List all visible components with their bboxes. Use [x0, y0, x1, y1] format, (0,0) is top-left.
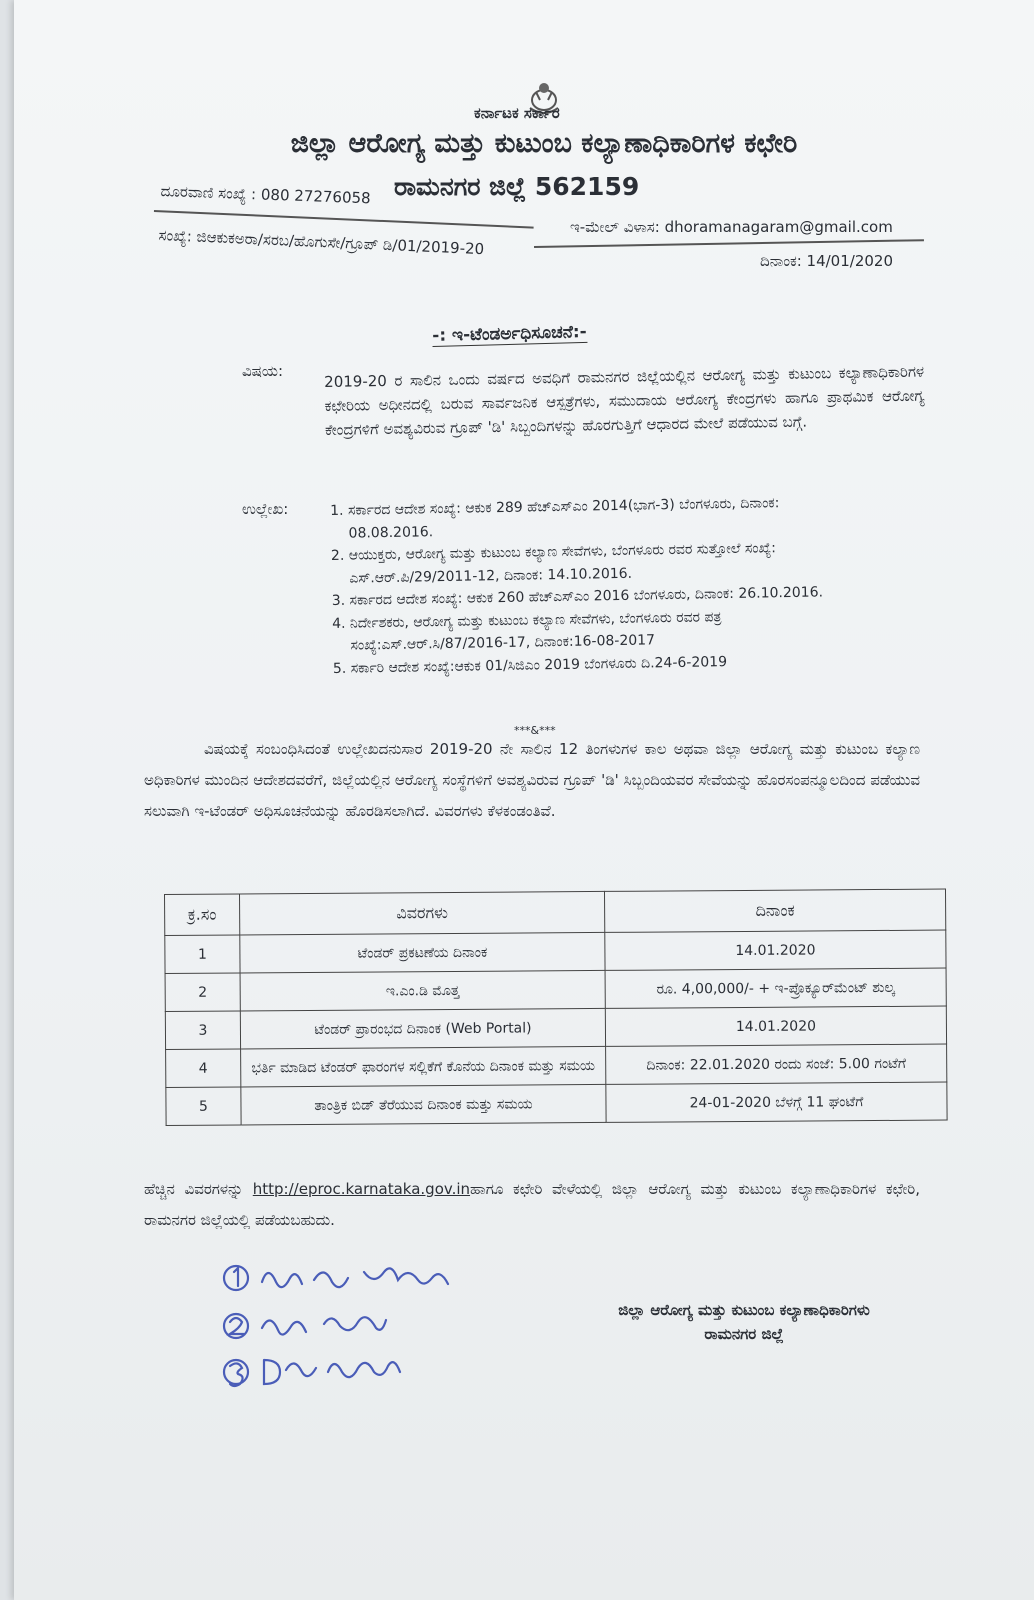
government-name: ಕರ್ನಾಟಕ ಸರ್ಕಾರ — [474, 104, 560, 122]
office-title: ಜಿಲ್ಲಾ ಆರೋಗ್ಯ ಮತ್ತು ಕುಟುಂಬ ಕಲ್ಯಾಣಾಧಿಕಾರಿಗಳ ಕಛೇರಿ — [290, 128, 798, 159]
row-serial: 4 — [166, 1049, 241, 1088]
table-header-row — [165, 889, 946, 935]
row-date: 24-01-2020 ಬೆಳಗ್ಗೆ 11 ಘಂಟೆಗೆ — [606, 1082, 947, 1122]
table-row — [166, 1044, 947, 1087]
column-header-serial: ಕ್ರ.ಸಂ — [165, 894, 240, 936]
handwriting-svg — [214, 1252, 514, 1402]
reference-item: 1. ಸರ್ಕಾರದ ಆದೇಶ ಸಂಖ್ಯೆ: ಆಕುಕ 289 ಹೆಚ್ಎಸ್ಎಂ 2014(ಭಾಗ-3) ಬೆಂಗಳೂರು, ದಿನಾಂಕ: 08.08.2016. — [330, 495, 780, 542]
eproc-link[interactable]: http://eproc.karnataka.gov.in — [252, 1180, 471, 1198]
reference-number: ಸಂಖ್ಯೆ: ಜಿಆಕುಕಅರಾ/ಸರಬ/ಹೊಗುಸೇ/ಗ್ರೂಪ್ ಡಿ/01/2019-20 — [158, 226, 485, 259]
row-detail: ಇ.ಎಂ.ಡಿ ಮೊತ್ತ — [240, 970, 605, 1011]
reference-item: 3. ಸರ್ಕಾರದ ಆದೇಶ ಸಂಖ್ಯೆ: ಆಕುಕ 260 ಹೆಚ್ಎಸ್ಎಂ 2016 ಬೆಂಗಳೂರು, ದಿನಾಂಕ: 26.10.2016. — [331, 584, 824, 609]
row-serial: 3 — [165, 1011, 240, 1050]
footer-prefix: ಹೆಚ್ಚಿನ ವಿವರಗಳನ್ನು — [144, 1180, 253, 1198]
email-address: ಇ-ಮೇಲ್ ವಿಳಾಸ: dhoramanagaram@gmail.com — [570, 218, 893, 236]
table-row — [165, 1006, 946, 1049]
document-date: ದಿನಾಂಕ: 14/01/2020 — [760, 252, 893, 270]
table-row — [165, 968, 946, 1011]
table-row — [165, 930, 946, 973]
notice-heading: -: ಇ-ಟೆಂಡರ್ಅಧಿಸೂಚನೆ:- — [432, 321, 587, 346]
tender-details-table — [164, 889, 948, 1126]
reference-item: 5. ಸರ್ಕಾರಿ ಆದೇಶ ಸಂಖ್ಯೆ:ಆಕುಕ 01/ಸಿಜಿಎಂ 2019 ಬೆಂಗಳೂರು ದಿ.24-6-2019 — [332, 653, 728, 677]
row-date: ರೂ. 4,00,000/- + ಇ-ಪ್ರೊಕ್ಯೂರ್‌ಮೆಂಟ್ ಶುಲ್ಕ — [605, 968, 946, 1008]
officer-signature-block — [574, 1298, 914, 1346]
row-serial: 5 — [166, 1087, 241, 1126]
column-header-date: ದಿನಾಂಕ — [604, 889, 945, 932]
row-date: ದಿನಾಂಕ: 22.01.2020 ರಂದು ಸಂಜೆ: 5.00 ಗಂಟೆಗೆ — [606, 1044, 947, 1084]
handwritten-newspaper-list — [214, 1252, 514, 1402]
row-serial: 1 — [165, 935, 240, 974]
notice-body: ವಿಷಯಕ್ಕೆ ಸಂಬಂಧಿಸಿದಂತೆ ಉಲ್ಲೇಖದನುಸಾರ 2019-20 ನೇ ಸಾಲಿನ 12 ತಿಂಗಳುಗಳ ಕಾಲ ಅಥವಾ ಜಿಲ್ಲಾ ಆರೋಗ್ಯ ಮತ್ತು ಕುಟುಂಬ ಕಲ್ಯಾಣ ಅಧಿಕಾರಿಗಳ ಮುಂದಿನ ಆದೇಶದವರೆಗೆ, ಜಿಲ್ಲೆಯಲ್ಲಿನ ಆರೋಗ್ಯ ಸಂಸ್ಥೆಗಳಿಗೆ ಅವಶ್ಯವಿರುವ ಗ್ರೂಪ್ 'ಡಿ' ಸಿಬ್ಬಂದಿಯವರ ಸೇವೆಯನ್ನು ಹೊರಸಂಪನ್ಮೂಲದಿಂದ ಪಡೆಯುವ ಸಲುವಾಗಿ ಇ-ಟೆಂಡರ್ ಅಧಿಸೂಚನೆಯನ್ನು ಹೊರಡಿಸಲಾಗಿದೆ. ವಿವರಗಳು ಕೆಳಕಂಡಂತಿವೆ. — [144, 740, 920, 820]
references-label: ಉಲ್ಲೇಖ: — [242, 500, 289, 518]
subject-text: 2019-20 ರ ಸಾಲಿನ ಒಂದು ವರ್ಷದ ಅವಧಿಗೆ ರಾಮನಗರ ಜಿಲ್ಲೆಯಲ್ಲಿನ ಆರೋಗ್ಯ ಮತ್ತು ಕುಟುಂಬ ಕಲ್ಯಾಣಾಧಿಕಾರಿಗಳ ಕಛೇರಿಯ ಅಧೀನದಲ್ಲಿ ಬರುವ ಸಾರ್ವಜನಿಕ ಆಸ್ಪತ್ರೆಗಳು, ಸಮುದಾಯ ಆರೋಗ್ಯ ಕೇಂದ್ರಗಳು ಹಾಗೂ ಪ್ರಾಥಮಿಕ ಆರೋಗ್ಯ ಕೇಂದ್ರಗಳಿಗೆ ಅವಶ್ಯವಿರುವ ಗ್ರೂಪ್ 'ಡಿ' ಸಿಬ್ಬಂದಿಗಳನ್ನು ಹೊರಗುತ್ತಿಗೆ ಆಧಾರದ ಮೇಲೆ ಪಡೆಯುವ ಬಗ್ಗೆ. — [324, 362, 925, 439]
footer-paragraph — [144, 1174, 920, 1236]
row-date: 14.01.2020 — [605, 930, 946, 970]
officer-title: ಜಿಲ್ಲಾ ಆರೋಗ್ಯ ಮತ್ತು ಕುಟುಂಬ ಕಲ್ಯಾಣಾಧಿಕಾರಿಗಳು — [618, 1301, 870, 1319]
row-serial: 2 — [165, 973, 240, 1012]
footer-suffix: ಹಾಗೂ ಕಛೇರಿ ವೇಳೆಯಲ್ಲಿ ಜಿಲ್ಲಾ ಆರೋಗ್ಯ ಮತ್ತು ಕುಟುಂಬ ಕಲ್ಯಾಣಾಧಿಕಾರಿಗಳ ಕಛೇರಿ, ರಾಮನಗರ ಜಿಲ್ಲೆಯಲ್ಲಿ ಪಡೆಯಬಹುದು. — [144, 1180, 920, 1229]
row-detail: ಟೆಂಡರ್ ಪ್ರಕಟಣೆಯ ದಿನಾಂಕ — [240, 932, 605, 973]
column-header-details: ವಿವರಗಳು — [240, 891, 605, 935]
row-detail: ಟೆಂಡರ್ ಪ್ರಾರಂಭದ ದಿನಾಂಕ (Web Portal) — [240, 1008, 605, 1049]
reference-item: 2. ಆಯುಕ್ತರು, ಆರೋಗ್ಯ ಮತ್ತು ಕುಟುಂಬ ಕಲ್ಯಾಣ ಸೇವೆಗಳು, ಬೆಂಗಳೂರು ರವರ ಸುತ್ತೋಲೆ ಸಂಖ್ಯೆ: ಎಸ್.ಆರ್.ಪಿ/29/2011-12, ದಿನಾಂಕ: 14.10.2016. — [330, 540, 777, 587]
table-row — [166, 1082, 947, 1125]
header-divider-left — [154, 210, 534, 229]
document-page — [14, 0, 1034, 1600]
reference-item: 4. ನಿರ್ದೇಶಕರು, ಆರೋಗ್ಯ ಮತ್ತು ಕುಟುಂಬ ಕಲ್ಯಾಣ ಸೇವೆಗಳು, ಬೆಂಗಳೂರು ರವರ ಪತ್ರ ಸಂಖ್ಯೆ:ಎಸ್.ಆರ್.ಸಿ/87/2016-17, ದಿನಾಂಕ:16-08-2017 — [332, 608, 722, 654]
row-detail: ತಾಂತ್ರಿಕ ಬಿಡ್ ತೆರೆಯುವ ದಿನಾಂಕ ಮತ್ತು ಸಮಯ — [241, 1084, 606, 1125]
phone-number: ದೂರವಾಣಿ ಸಂಖ್ಯೆ : 080 27276058 — [160, 182, 371, 208]
separator: ***&*** — [514, 724, 556, 737]
references-list — [330, 491, 853, 680]
officer-district: ರಾಮನಗರ ಜಿಲ್ಲೆ — [704, 1325, 784, 1343]
row-detail: ಭರ್ತಿ ಮಾಡಿದ ಟೆಂಡರ್ ಫಾರಂಗಳ ಸಲ್ಲಿಕೆಗೆ ಕೊನೆಯ ದಿನಾಂಕ ಮತ್ತು ಸಮಯ — [241, 1046, 606, 1087]
subject-label: ವಿಷಯ: — [242, 362, 283, 380]
district-pincode: ರಾಮನಗರ ಜಿಲ್ಲೆ 562159 — [394, 172, 640, 201]
row-date: 14.01.2020 — [605, 1006, 946, 1046]
header-divider-right — [534, 239, 924, 248]
